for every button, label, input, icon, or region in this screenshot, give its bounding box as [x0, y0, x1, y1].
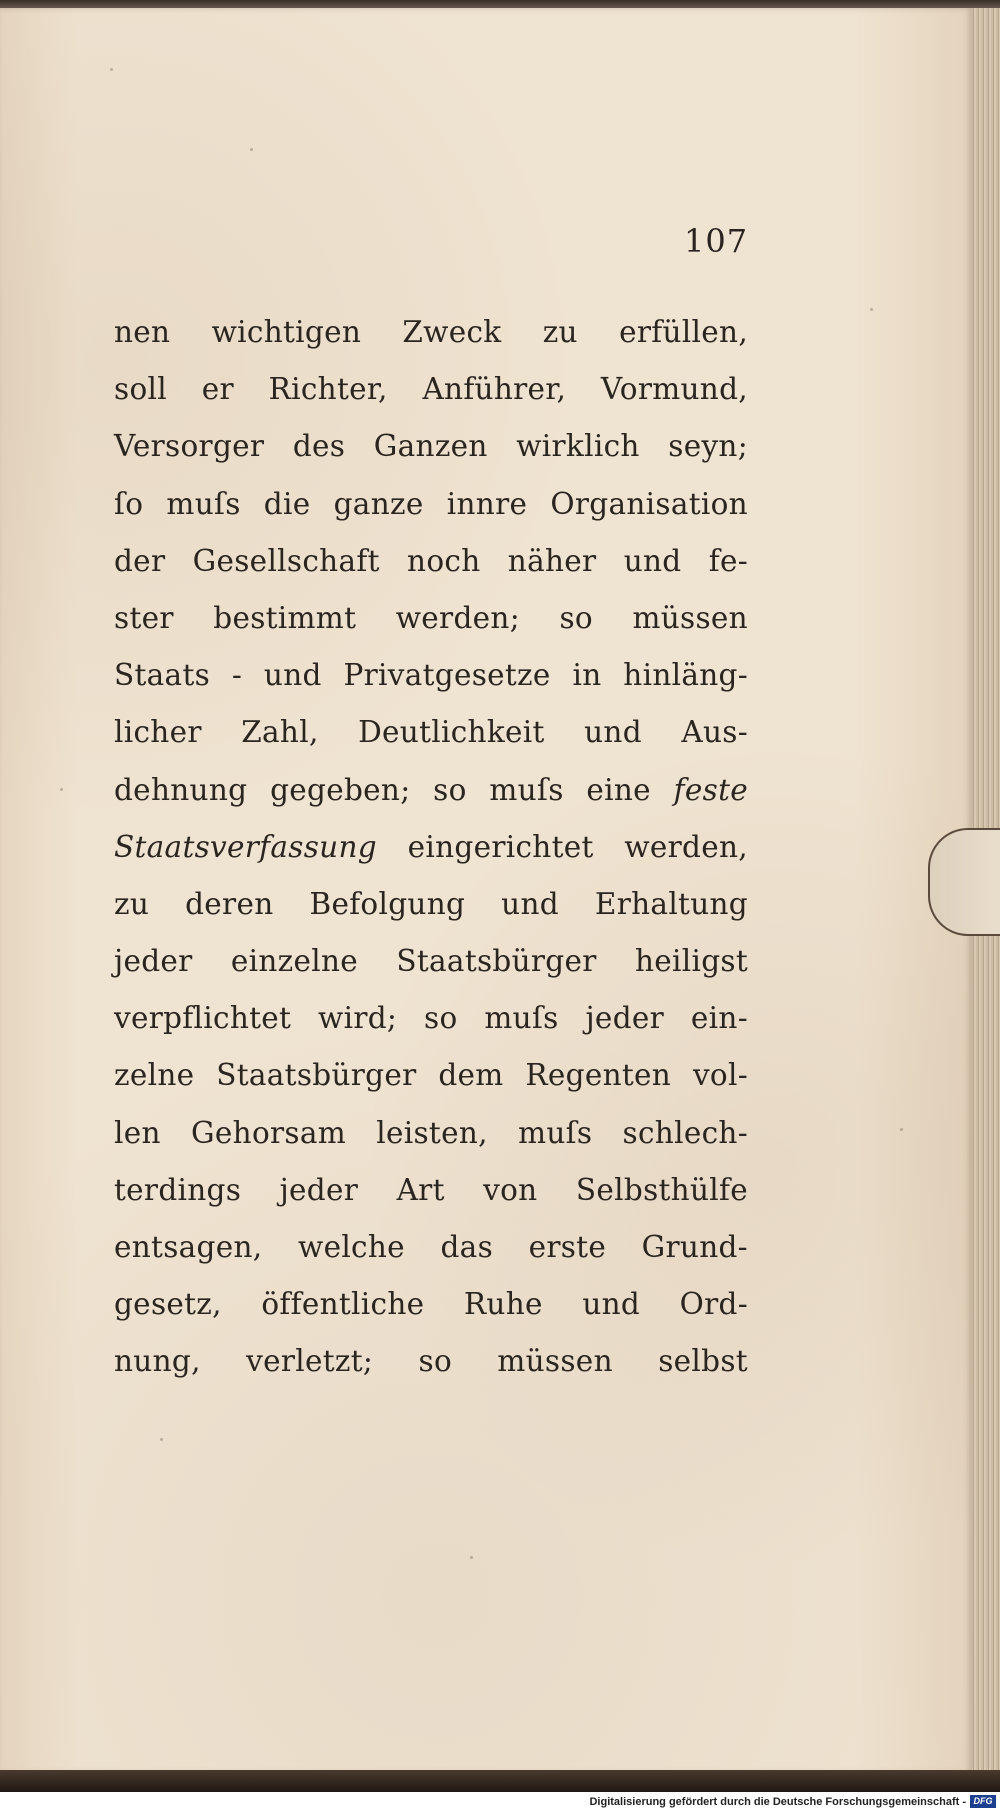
word: und [501, 886, 559, 921]
text-line [114, 598, 748, 655]
text-line [114, 1341, 748, 1398]
word: werden, [624, 829, 748, 864]
word: Befolgung [309, 886, 466, 921]
word: seyn; [668, 429, 748, 464]
text-line [114, 884, 748, 941]
text-line [114, 484, 748, 541]
word: verletzt; [246, 1344, 374, 1379]
word: und [263, 658, 322, 693]
paper-speck [900, 1128, 903, 1131]
word: so [424, 1001, 458, 1036]
word: jeder [585, 1001, 665, 1036]
word: selbst [658, 1344, 748, 1379]
word: müssen [632, 600, 748, 635]
word: der [114, 543, 166, 578]
text-line [114, 369, 748, 426]
word: nung, [114, 1344, 201, 1379]
word: des [292, 429, 346, 464]
word: zu [114, 886, 150, 921]
word: Vormund, [600, 372, 748, 407]
word: jeder [114, 944, 193, 979]
word: eine [586, 772, 651, 807]
footer-credit: Digitalisierung gefördert durch die Deutsche Forschungsgemeinschaft - [589, 1796, 966, 1808]
footer-bar [0, 1792, 1000, 1813]
word: Grund- [641, 1230, 748, 1264]
word: so [418, 1344, 452, 1379]
word: erfüllen, [619, 315, 748, 349]
word: muſs [166, 486, 241, 521]
word: zu [542, 315, 578, 349]
text-line [114, 827, 748, 884]
word: Ruhe [463, 1287, 543, 1322]
paper-tab [928, 828, 1000, 936]
word: Art [396, 1172, 445, 1207]
word: Zahl, [241, 715, 319, 750]
word: Staats [114, 658, 211, 693]
word: Gehorsam [191, 1115, 347, 1150]
word: Deutlichkeit [358, 715, 545, 750]
word: er [201, 372, 234, 407]
word: feste [673, 772, 748, 807]
text-line [114, 655, 748, 712]
word: wichtigen [211, 315, 362, 349]
word: wirklich [516, 429, 640, 464]
word: leisten, [376, 1115, 488, 1150]
paper-speck [160, 1438, 163, 1441]
text-line [114, 312, 748, 369]
word: Organisation [550, 486, 748, 521]
paper-speck [110, 68, 113, 71]
word: innre [446, 486, 528, 521]
word: von [483, 1172, 538, 1207]
word: muſs [518, 1115, 593, 1150]
word: ein- [690, 1001, 748, 1036]
word: gesetz, [114, 1287, 222, 1322]
paper-speck [60, 788, 63, 791]
word: Staatsbürger [216, 1058, 417, 1093]
word: Privatgesetze [343, 658, 551, 693]
word: fe- [708, 543, 748, 578]
text-line [114, 1055, 748, 1112]
text-line [114, 998, 748, 1055]
word: eingerichtet [407, 829, 594, 864]
text-line [114, 1170, 748, 1227]
dfg-logo-icon: DFG [970, 1795, 996, 1808]
word: entsagen, [114, 1230, 263, 1264]
text-line [114, 941, 748, 998]
word: in [572, 658, 602, 693]
paper-speck [870, 308, 873, 311]
word: Ord- [679, 1287, 748, 1322]
word: Regenten [525, 1058, 672, 1093]
word: bestimmt [213, 600, 357, 635]
word: welche [298, 1230, 405, 1264]
text-line [114, 541, 748, 598]
word: soll [114, 372, 167, 407]
word: schlech- [622, 1115, 748, 1150]
word: Anführer, [422, 372, 567, 407]
word: dehnung [114, 772, 248, 807]
word: hinläng- [623, 658, 748, 693]
word: und [623, 543, 682, 578]
word: muſs [489, 772, 564, 807]
word: vol- [692, 1058, 748, 1093]
word: die [263, 486, 311, 521]
word: einzelne [230, 944, 359, 979]
word: verpflichtet [114, 1001, 292, 1036]
word: werden; [395, 600, 520, 635]
word: - [231, 658, 243, 693]
word: dem [438, 1058, 504, 1093]
word: ganze [333, 486, 424, 521]
text-line [114, 712, 748, 769]
word: so [433, 772, 467, 807]
text-line [114, 1113, 748, 1170]
word: wird; [318, 1001, 398, 1036]
word: deren [185, 886, 274, 921]
word: erste [528, 1230, 607, 1264]
word: Aus- [681, 715, 748, 750]
word: Zweck [402, 315, 502, 349]
word: licher [114, 715, 202, 750]
text-line [114, 770, 748, 827]
text-line [114, 426, 748, 483]
paper-speck [470, 1556, 473, 1559]
text-line [114, 1227, 748, 1284]
word: und [584, 715, 642, 750]
word: muſs [484, 1001, 559, 1036]
word: ster [114, 600, 174, 635]
word: zelne [114, 1058, 195, 1093]
body-text [114, 312, 748, 1399]
scan-bottom-edge [0, 1770, 1000, 1792]
word: len [114, 1115, 161, 1150]
paper-speck [250, 148, 253, 151]
word: ſo [114, 486, 144, 521]
word: terdings [114, 1172, 242, 1207]
text-line [114, 1284, 748, 1341]
word: Selbsthülfe [575, 1172, 748, 1207]
page-number: 107 [684, 222, 749, 260]
word: Staatsbürger [396, 944, 597, 979]
word: Richter, [268, 372, 388, 407]
word: Staatsverfassung [114, 829, 377, 864]
word: so [559, 600, 593, 635]
word: heiligst [634, 944, 748, 979]
word: öffentliche [261, 1287, 425, 1322]
word: jeder [279, 1172, 359, 1207]
word: Erhaltung [594, 886, 748, 921]
word: Ganzen [373, 429, 488, 464]
word: noch [407, 543, 481, 578]
word: müssen [497, 1344, 613, 1379]
word: das [440, 1230, 494, 1264]
word: Gesellschaft [192, 543, 380, 578]
word: näher [507, 543, 597, 578]
word: Versorger [114, 429, 265, 464]
word: und [582, 1287, 641, 1322]
word: nen [114, 315, 171, 349]
word: gegeben; [270, 772, 411, 807]
